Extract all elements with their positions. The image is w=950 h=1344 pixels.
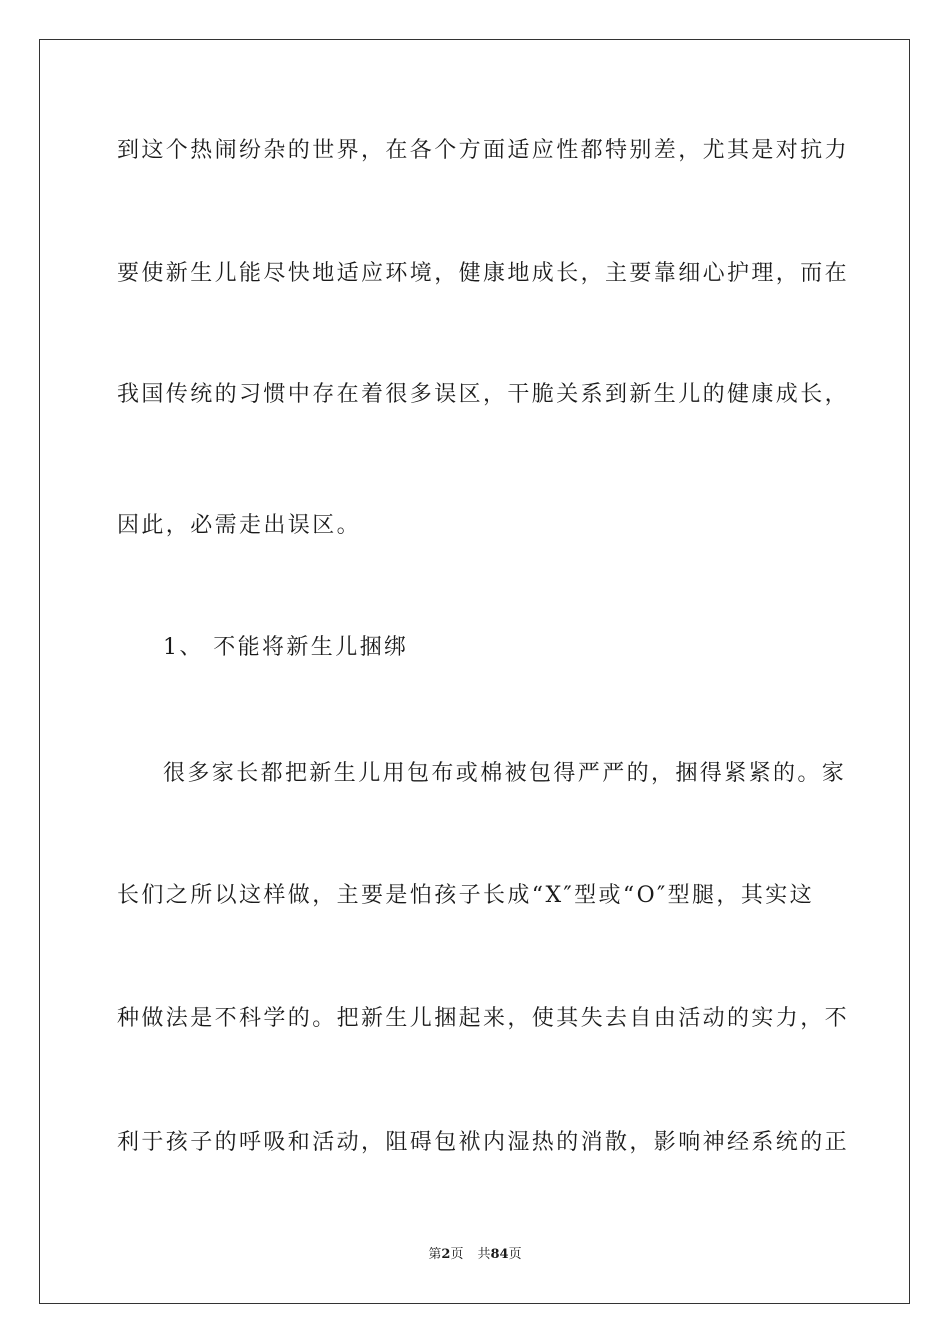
page-footer (0, 1246, 950, 1264)
page-border (39, 39, 910, 1304)
page-label-suffix: 页 (450, 1247, 464, 1262)
body-text-line: 到这个热闹纷杂的世界，在各个方面适应性都特别差，尤其是对抗力 (117, 138, 850, 163)
body-text-line: 长们之所以这样做，主要是怕孩子长成“X″型或“O″型腿，其实这 (117, 883, 815, 908)
total-label-prefix: 共 (477, 1247, 491, 1262)
body-text-line: 种做法是不科学的。把新生儿捆起来，使其失去自由活动的实力，不 (117, 1006, 850, 1031)
body-text-line: 要使新生儿能尽快地适应环境，健康地成长，主要靠细心护理，而在 (117, 261, 850, 286)
body-text-line: 因此，必需走出误区。 (117, 513, 362, 538)
section-heading: 1、 不能将新生儿捆绑 (163, 635, 409, 660)
page-label-prefix: 第 (428, 1247, 442, 1262)
page-number: 2 (441, 1247, 451, 1262)
total-label-suffix: 页 (508, 1247, 522, 1262)
body-text-line: 很多家长都把新生儿用包布或棉被包得严严的，捆得紧紧的。家 (163, 761, 847, 786)
body-text-line: 我国传统的习惯中存在着很多误区，干脆关系到新生儿的健康成长， (117, 382, 850, 407)
total-pages: 84 (490, 1247, 509, 1262)
body-text-line: 利于孩子的呼吸和活动，阻碍包袱内湿热的消散，影响神经系统的正 (117, 1130, 850, 1155)
